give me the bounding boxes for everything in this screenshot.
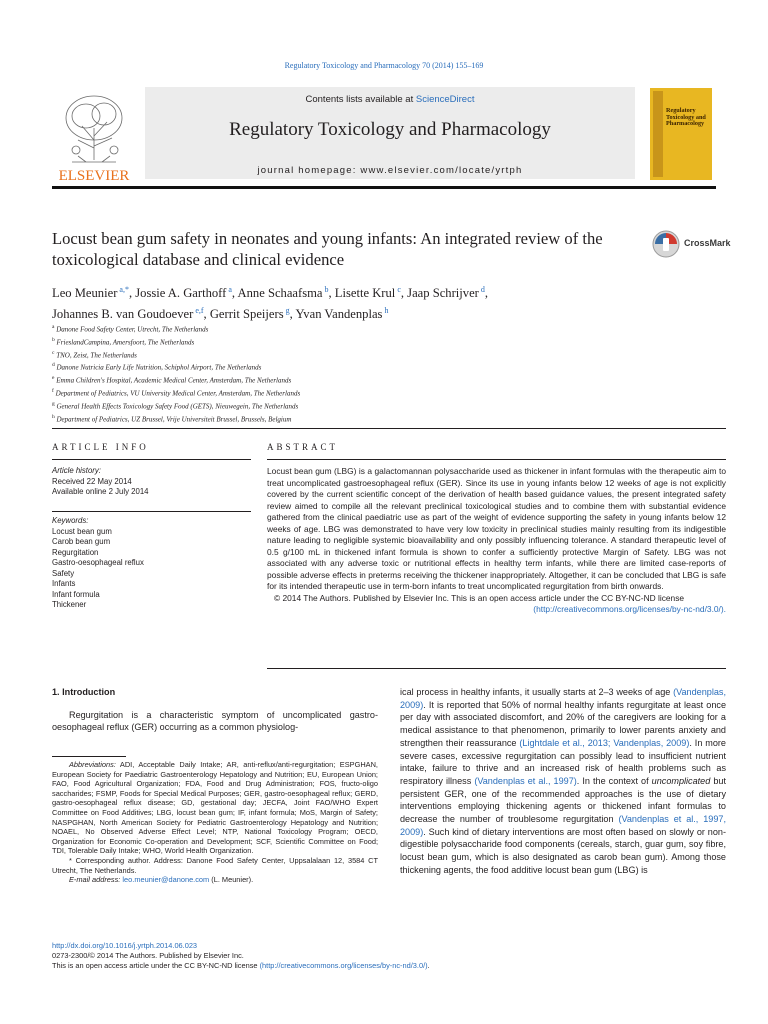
author-affiliation-mark[interactable]: b (322, 285, 329, 294)
body-text-run: . Such kind of dietary interventions are most often based on slowly or non-digestible polysaccharide food components (cereals, starch, guar gum, soy fibre, locust bean gum, which is also designated as carob bean gum). Among those thickening agents, the food additive locust bean gum (LBG) is (400, 826, 726, 875)
oa-license-link[interactable]: (http://creativecommons.org/licenses/by-nc-nd/3.0/) (259, 961, 428, 970)
affiliation-item (52, 412, 652, 425)
affiliation-item (52, 335, 652, 348)
issn-line: 0273-2300/© 2014 The Authors. Published by Elsevier Inc. (52, 951, 244, 960)
cover-title: Regulatory Toxicology and Pharmacology (666, 107, 706, 127)
affiliation-list (52, 322, 652, 425)
abstract-license-link[interactable]: (http://creativecommons.org/licenses/by-nc-nd/3.0/). (533, 604, 726, 614)
author-separator: , (289, 307, 296, 322)
author-affiliation-mark[interactable]: d (478, 285, 485, 294)
keywords-list (52, 527, 252, 611)
author-affiliation-mark[interactable]: a,* (117, 285, 129, 294)
author-affiliation-mark[interactable]: e,f (193, 306, 204, 316)
author-affiliation-mark[interactable]: a (226, 285, 232, 294)
abstract-bottom-rule (267, 668, 726, 669)
author-separator: , (203, 307, 210, 322)
author-name: Johannes B. van Goudoever (52, 307, 194, 322)
author-separator: , (231, 286, 238, 301)
author-affiliation-mark[interactable]: c (395, 285, 401, 294)
body-text-run: ical process in healthy infants, it usually starts at 2–3 weeks of age (400, 687, 674, 697)
affiliation-text: TNO, Zeist, The Netherlands (54, 350, 137, 359)
affiliation-key: c (52, 349, 55, 356)
author-separator: , (400, 286, 408, 301)
affiliation-text: Danone Nutricia Early Life Nutrition, Schiphol Airport, The Netherlands (54, 363, 262, 372)
keywords-block (52, 516, 252, 611)
affiliation-text: Department of Pediatrics, UZ Brussel, Vrije Universiteit Brussel, Brussels, Belgium (54, 415, 292, 424)
crossmark-icon (651, 229, 681, 259)
abstract-license: © 2014 The Authors. Published by Elsevier Inc. This is an open access article under the CC BY-NC-ND license (273, 592, 685, 603)
affiliation-item (52, 386, 652, 399)
sciencedirect-link[interactable]: ScienceDirect (415, 94, 475, 105)
corresponding-author-note: * Corresponding author. Address: Danone Food Safety Center, Uppsalalaan 12, 3584 CT Utrecht, The Netherlands. (52, 855, 378, 875)
email-note: E-mail address: leo.meunier@danone.com (L. Meunier). (69, 875, 254, 885)
author-separator: , (128, 286, 136, 301)
cover-spine (653, 91, 663, 177)
citation-link[interactable]: (Vandenplas et al., 1997) (474, 775, 577, 786)
svg-text:ELSEVIER: ELSEVIER (58, 168, 130, 184)
affiliation-text: FrieslandCampina, Amersfoort, The Netherlands (54, 338, 195, 347)
affiliation-text: General Health Effects Toxicology Safety Food (GETS), Nieuwegein, The Netherlands (54, 402, 299, 411)
author-name: Leo Meunier (52, 286, 118, 301)
affiliation-key: e (52, 375, 55, 382)
abstract-body (267, 466, 726, 616)
body-text-run: . In more severe cases, excessive regurgitation can possibly lead to insufficient nutrient intake, failure to thrive and an increased risk of health problems such as respiratory illness (400, 737, 726, 786)
journal-homepage[interactable]: journal homepage: www.elsevier.com/locate/yrtph (257, 165, 523, 176)
keyword-item: Infant formula (52, 589, 100, 599)
intro-continued (400, 686, 726, 877)
body-text-run: . It is reported that 50% of normal healthy infants regurgitate at least once per day with associated discomfort, and 20% of the caregivers are looking for a medical assistance to that phenomenon, primarily to lower parents anxiety and strengthen their reassurance (400, 699, 726, 748)
info-rule (52, 459, 251, 460)
affiliation-key: g (52, 400, 55, 407)
affiliation-key: a (52, 324, 55, 330)
keyword-item: Regurgitation (52, 547, 99, 557)
affiliation-item (52, 399, 652, 412)
elsevier-logo (52, 88, 136, 184)
keyword-item: Gastro-oesophageal reflux (52, 558, 144, 567)
intro-paragraph: Regurgitation is a characteristic symptom of uncomplicated gastro-oesophageal reflux (GER) occurring as a common physiolog- (52, 709, 378, 733)
open-access-line: This is an open access article under the CC BY-NC-ND license (http://creativecommons.org/licenses/by-nc-nd/3.0/). (52, 961, 430, 970)
journal-title: Regulatory Toxicology and Pharmacology (229, 119, 551, 140)
section-rule (52, 428, 726, 429)
journal-cover (650, 88, 712, 180)
body-column-left (52, 686, 378, 734)
article-info-heading: ARTICLE INFO (52, 442, 149, 452)
page-footer (52, 941, 722, 971)
affiliation-item (52, 348, 652, 361)
body-text-run: . In the context of (576, 775, 652, 786)
keyword-item: Locust bean gum (52, 526, 112, 536)
author-affiliation-mark[interactable]: h (382, 306, 389, 316)
available-date: Available online 2 July 2014 (52, 487, 149, 496)
author-separator: , (328, 286, 335, 301)
abstract-heading: ABSTRACT (267, 442, 339, 452)
running-head: Regulatory Toxicology and Pharmacology 70 (2014) 155–169 (284, 61, 484, 70)
author-list (52, 281, 652, 323)
article-history (52, 466, 252, 498)
keywords-label: Keywords: (52, 516, 89, 525)
header-rule (52, 186, 716, 189)
author-affiliation-mark[interactable]: g (283, 306, 290, 316)
crossmark-label: CrossMark (684, 238, 731, 248)
body-text-run: uncomplicated (651, 775, 711, 786)
author-name: Lisette Krul (334, 286, 396, 301)
received-date: Received 22 May 2014 (52, 476, 132, 486)
abstract-rule (267, 459, 726, 460)
contents-line: Contents lists available at ScienceDirect (305, 94, 475, 105)
body-text-run: but persistent GER, one of the recommended approaches is the use of dietary interventions employing thickening agents or thickened infant formulas to decrease the number of troublesome regurgitation (400, 775, 726, 825)
author-separator: , (484, 286, 489, 301)
info-divider (52, 511, 251, 512)
author-name: Gerrit Speijers (209, 307, 284, 322)
history-label: Article history: (52, 466, 101, 475)
citation-link[interactable]: (Lightdale et al., 2013; Vandenplas, 2009) (519, 737, 690, 748)
author-email-link[interactable]: leo.meunier@danone.com (122, 875, 210, 885)
keyword-item: Thickener (52, 600, 87, 609)
author-name: Jaap Schrijver (407, 286, 479, 301)
journal-banner (145, 87, 635, 179)
affiliation-text: Department of Pediatrics, VU University Medical Center, Amsterdam, The Netherlands (53, 389, 301, 398)
author-name: Jossie A. Garthoff (135, 286, 227, 301)
footnotes (52, 760, 378, 885)
citation-link[interactable]: (Vandenplas et al., 1997, 2009) (400, 814, 726, 837)
abstract-text: Locust bean gum (LBG) is a galactomannan polysaccharide used as thickener in infant formulas with the therapeutic aim to treat uncomplicated gastroesophageal reflux (GER). Since its use in young infants below 12 weeks of age is not explicitly covered by the current scientific concept of the derivation of health based guidance values, the present integrated safety review aimed to compile all the relevant preclinical toxicological studies and to combine them with substantial evidence gathered from the clinical paediatric use as part of the weight of evidence supporting the safety in young infants below 12 weeks of age. LBG was demonstrated to have very low toxicity in preclinical studies mainly resulting from its indigestible nature leading to negligible systemic bioavailability and only possibly influencing tolerance. A standard therapeutic level of 0.5 g/100 mL in thickened infant formula is shown to confer a sufficiently protective Margin of Safety. LBG was not associated with any adverse toxic or nutritional effects in healthy term infants, while there are limited case-reports of possible adverse effects in preterms receiving the thickener inappropriately. Altogether, it can be concluded that LBG is safe for its intended therapeutic use in term-born infants to treat uncomplicated regurgitation from birth onwards. (267, 466, 726, 591)
citation-link[interactable]: (Vandenplas, 2009) (400, 687, 726, 710)
affiliation-text: Emma Children's Hospital, Academic Medical Center, Amsterdam, The Netherlands (54, 376, 292, 385)
article-title: Locust bean gum safety in neonates and young infants: An integrated review of the toxicological database and clinical evidence (52, 229, 603, 269)
affiliation-item (52, 322, 652, 335)
affiliation-key: h (52, 413, 55, 420)
keyword-item: Carob bean gum (52, 537, 111, 546)
keyword-item: Infants (52, 579, 76, 588)
affiliation-item (52, 360, 652, 373)
affiliation-key: d (52, 362, 55, 369)
author-name: Anne Schaafsma (237, 286, 323, 301)
crossmark-badge[interactable] (651, 229, 731, 259)
affiliation-item (52, 373, 652, 386)
body-column-right (400, 686, 726, 877)
author-name: Yvan Vandenplas (295, 307, 383, 322)
section-heading: 1. Introduction (52, 687, 116, 697)
affiliation-key: f (52, 388, 54, 395)
footnote-rule (52, 756, 126, 757)
doi-link[interactable]: http://dx.doi.org/10.1016/j.yrtph.2014.06.023 (52, 941, 198, 950)
elsevier-tree-icon (52, 88, 136, 184)
affiliation-key: b (52, 336, 55, 343)
affiliation-text: Danone Food Safety Center, Utrecht, The Netherlands (54, 325, 209, 334)
keyword-item: Safety (52, 568, 75, 578)
abbreviations-note: Abbreviations: ADI, Acceptable Daily Intake; AR, anti-reflux/anti-regurgitation; ESPGHAN, European Society for Paediatric Gastroenterology Hepatology and Nutrition; EU, European Union; FAO, Food Agricultural Organization; FDA, Food and Drug Administration; FOS, fructo-oligo saccharides; FSMP, Foods for Special Medical Purposes; GER, gastro-oesophageal reflux; GERD, gastro-oesophageal reflux disease; GD, gestational day; JECFA, Joint FAO/WHO Expert Committee on Food Additives; LBG, locust bean gum; IF, infant formula; MoS, Margin of Safety; NASPGHAN, North American Society for Pediatric Gastroenterology Hepatology and Nutrition; NOAEL, No Observed Adverse Effect Level; NTP, National Toxicology Program; OECD, Organization for Economic Co-operation and Development; SCF, Scientific Committee on Food; TDI, Tolerable Daily Intake; WHO, World Health Organization. (52, 760, 378, 856)
